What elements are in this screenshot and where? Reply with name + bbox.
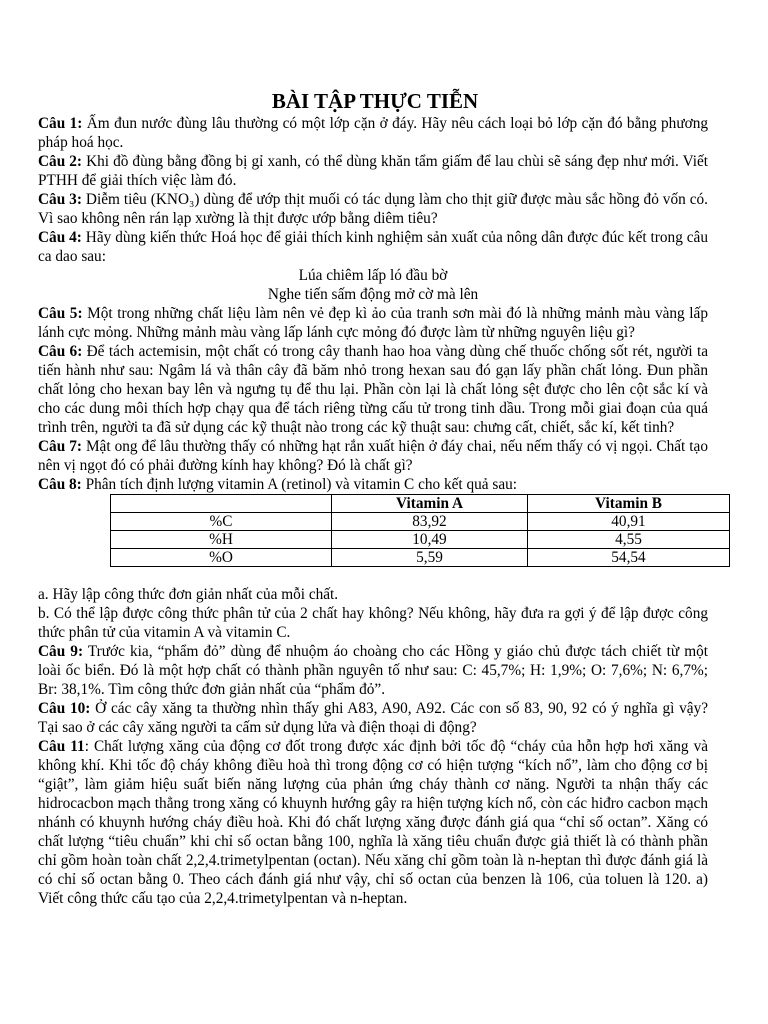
question-6 <box>38 342 708 437</box>
question-4-label: Câu 4: <box>38 229 82 246</box>
question-1-label: Câu 1: <box>38 115 83 132</box>
spacer <box>38 567 708 585</box>
question-8-label: Câu 8: <box>38 476 82 493</box>
question-3-text: Diễm tiêu (KNO₃) dùng để ướp thịt muối có tác dụng làm cho thịt giữ được màu sắc hồng đỏ vốn có. Vì sao không nên rán lạp xường là thịt được ướp bằng diêm tiêu? <box>38 191 708 227</box>
poem-line-2: Nghe tiến sấm động mở cờ mà lên <box>267 286 479 303</box>
table-row <box>111 513 730 531</box>
question-7-text: Mật ong để lâu thường thấy có những hạt rắn xuất hiện ở đáy chai, nếu nếm thấy có vị ngọi. Chất tạo nên vị ngọt đó có phải đường kính hay không? Đó là chất gì? <box>38 438 708 474</box>
question-11 <box>38 737 708 908</box>
table-cell-vitamin-b: 4,55 <box>528 531 730 549</box>
question-8 <box>38 475 708 494</box>
question-9-text: Trước kia, “phẩm đỏ” dùng để nhuộm áo choàng cho các Hồng y giáo chủ được tách chiết từ một loài ốc biển. Đó là một hợp chất có thành phần nguyên tố như sau: C: 45,7%; H: 1,9%; O: 7,6%; N: 6,7%; Br: 38,1%. Tìm công thức đơn giản nhất của “phẩm đỏ”. <box>38 643 708 698</box>
question-1 <box>38 114 708 152</box>
table-cell-vitamin-a: 83,92 <box>332 513 528 531</box>
question-10-label: Câu 10: <box>38 700 91 717</box>
question-3 <box>38 190 708 228</box>
table-cell-vitamin-b: 40,91 <box>528 513 730 531</box>
table-row <box>111 549 730 567</box>
question-4-text: Hãy dùng kiến thức Hoá học để giải thích kinh nghiệm sản xuất của nông dân được đúc kết trong câu ca dao sau: <box>38 229 708 265</box>
question-5-label: Câu 5: <box>38 305 83 322</box>
question-9 <box>38 642 708 699</box>
document-title: BÀI TẬP THỰC TIỄN <box>271 89 479 113</box>
question-8-text: Phân tích định lượng vitamin A (retinol) và vitamin C cho kết quả sau: <box>81 476 518 493</box>
question-3-label: Câu 3: <box>38 191 82 208</box>
question-11-text: : Chất lượng xăng của động cơ đốt trong được xác định bởi tốc độ “cháy của hỗn hợp hơi xăng và không khí. Khi tốc độ cháy không điều hoà thì trong động cơ có hiện tượng “kích nổ”, làm cho động cơ bị “giật”, làm giảm hiệu suất biến năng lượng của phản ứng cháy thành cơ năng. Người ta nhận thấy các hidrocacbon mạch thẳng trong xăng có khuynh hướng gây ra hiện tượng kích nổ, còn các hiđro cacbon mạch nhánh có khuynh hướng cháy điều hoà. Khi đó chất lượng xăng được đánh giá qua “chỉ số octan”. Xăng có chất lượng “tiêu chuẩn” khi chỉ số octan bằng 100, nghĩa là xăng tiêu chuẩn được giả thiết là có thành phần chỉ gồm hoàn toàn chất 2,2,4.trimetylpentan (octan). Nếu xăng chỉ gồm toàn là n-heptan thì được đánh giá là có chỉ số octan bằng 0. Theo cách đánh giá như vậy, chỉ số octan của benzen là 106, của toluen là 120. a) Viết công thức cấu tạo của 2,2,4.trimetylpentan và n-heptan. <box>38 738 709 907</box>
question-4 <box>38 228 708 266</box>
question-9-label: Câu 9: <box>38 643 84 660</box>
question-2-label: Câu 2: <box>38 153 83 170</box>
question-7-label: Câu 7: <box>38 438 82 455</box>
table-cell-vitamin-a: 5,59 <box>332 549 528 567</box>
vitamin-table <box>110 494 730 567</box>
table-row <box>111 531 730 549</box>
table-cell-element: %H <box>111 531 332 549</box>
table-header-row <box>111 495 730 513</box>
table-header-vitamin-b: Vitamin B <box>528 495 730 513</box>
question-6-text: Để tách actemisin, một chất có trong cây thanh hao hoa vàng dùng chế thuốc chống sốt rét, người ta tiến hành như sau: Ngâm lá và thân cây đã băm nhỏ trong hexan sau đó gạn lấy phần chất lỏng. Đun phần chất lỏng cho hexan bay lên và ngưng tụ để thu lại. Phần còn lại là chất lỏng sệt được cho lên cột sắc kí và cho các dung môi thích hợp chạy qua để tách riêng từng cấu tử trong tinh dầu. Trong mỗi giai đoạn của quá trình trên, người ta đã sử dụng các kỹ thuật nào trong các kỹ thuật sau: chưng cất, chiết, sắc kí, kết tinh? <box>38 343 708 436</box>
question-1-text: Ấm đun nước đùng lâu thường có một lớp cặn ở đáy. Hãy nêu cách loại bỏ lớp cặn đó bằng phương pháp hoá học. <box>38 115 708 151</box>
question-5 <box>38 304 708 342</box>
table-header-blank <box>111 495 332 513</box>
table-cell-element: %C <box>111 513 332 531</box>
question-2 <box>38 152 708 190</box>
question-6-label: Câu 6: <box>38 343 83 360</box>
question-5-text: Một trong những chất liệu làm nên vẻ đẹp kì ảo của tranh sơn mài đó là những mảnh màu vàng lấp lánh cực mỏng. Những mảnh màu vàng lấp lánh cực mỏng đó được làm từ những nguyên liệu gì? <box>38 305 708 341</box>
question-2-text: Khi đồ đùng bằng đồng bị gỉ xanh, có thể dùng khăn tẩm giấm để lau chùi sẽ sáng đẹp như mới. Viết PTHH để giải thích việc làm đó. <box>38 153 708 189</box>
question-10-text: Ở các cây xăng ta thường nhìn thấy ghi A83, A90, A92. Các con số 83, 90, 92 có ý nghĩa gì vậy? Tại sao ở các cây xăng người ta cấm sử dụng lửa và điện thoại di động? <box>38 700 709 736</box>
table-cell-element: %O <box>111 549 332 567</box>
question-8-part-a: a. Hãy lập công thức đơn giản nhất của mỗi chất. <box>38 586 339 603</box>
question-11-label: Câu 11 <box>38 738 85 755</box>
poem-line-1: Lúa chiêm lấp ló đầu bờ <box>298 267 448 284</box>
table-cell-vitamin-a: 10,49 <box>332 531 528 549</box>
question-8-part-b: b. Có thể lập được công thức phân tử của 2 chất hay không? Nếu không, hãy đưa ra gợi ý để lập được công thức phân tử của vitamin A và vitamin C. <box>38 605 708 641</box>
question-7 <box>38 437 708 475</box>
question-10 <box>38 699 708 737</box>
table-cell-vitamin-b: 54,54 <box>528 549 730 567</box>
table-header-vitamin-a: Vitamin A <box>332 495 528 513</box>
